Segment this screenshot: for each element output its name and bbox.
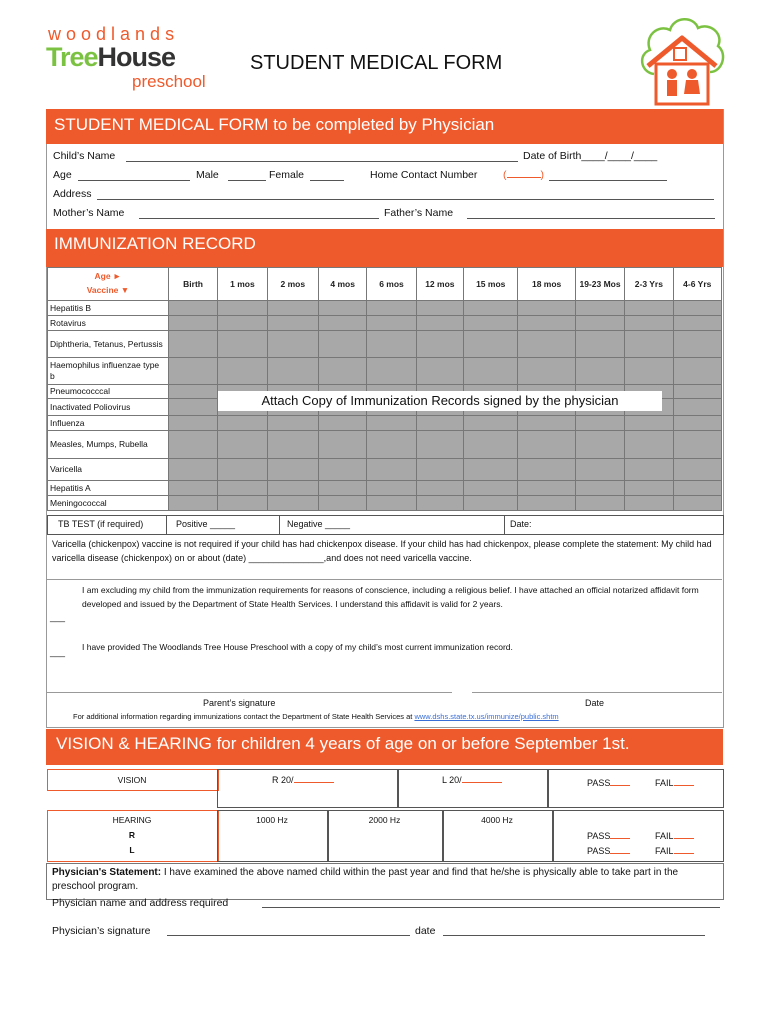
hearing-4000-label: 4000 Hz — [481, 815, 513, 825]
vision-r-label — [272, 775, 334, 785]
col-header: Birth — [168, 268, 217, 301]
hearing-r-fail[interactable] — [655, 831, 694, 841]
child-name-label: Child’s Name — [53, 150, 116, 162]
female-field[interactable] — [310, 180, 344, 181]
col-header: 2 mos — [267, 268, 318, 301]
divider — [47, 579, 722, 580]
section1-title: STUDENT MEDICAL FORM to be completed by Physician — [54, 115, 495, 134]
vaccine-name: Pneumococccal — [48, 385, 169, 399]
hearing-l-pass[interactable] — [587, 846, 630, 856]
hearing-l-fail[interactable] — [655, 846, 694, 856]
hearing-2000-label: 2000 Hz — [368, 815, 401, 825]
hearing-r-pass[interactable] — [587, 831, 630, 841]
hearing-r-fail-label: FAIL — [655, 831, 674, 841]
mother-name-label: Mother’s Name — [53, 207, 125, 219]
hearing-r-label: R — [128, 830, 136, 840]
col-header: 2-3 Yrs — [625, 268, 673, 301]
tb-date-cell[interactable] — [504, 515, 724, 535]
varicella-note: Varicella (chickenpox) vaccine is not required if your child has had chickenpox disease. If your child has had chickenpox, please complete the statement: My child had varicella disease (chickenpox) on or about (date) _______________,and does not need varicella vaccine. — [52, 539, 712, 563]
vision-pass[interactable] — [587, 778, 630, 788]
tb-negative: Negative _____ — [287, 519, 351, 529]
age-label: Age — [53, 169, 72, 181]
parent-signature-label: Parent’s signature — [203, 698, 276, 708]
vaccine-name: Rotavirus — [48, 316, 169, 331]
physician-name-label: Physician name and address required — [52, 897, 229, 909]
vision-pass-fail-cell — [547, 769, 724, 808]
male-field[interactable] — [228, 180, 266, 181]
child-name-field[interactable] — [126, 161, 518, 162]
col-header: 6 mos — [367, 268, 416, 301]
parent-signature-line[interactable] — [47, 692, 452, 693]
mother-name-field[interactable] — [139, 218, 379, 219]
vision-pass-label: PASS — [587, 778, 611, 788]
info-text-body: For additional information regarding immunizations contact the Department of State Health Services at — [73, 712, 413, 721]
father-name-label: Father’s Name — [384, 207, 454, 219]
vaccine-name: Diphtheria, Tetanus, Pertussis — [48, 331, 169, 358]
age-field[interactable] — [78, 180, 190, 181]
vision-label: VISION — [117, 775, 147, 785]
father-name-field[interactable] — [467, 218, 715, 219]
page-title: STUDENT MEDICAL FORM — [250, 52, 503, 74]
vaccine-name: Varicella — [48, 459, 169, 481]
col-header: 18 mos — [518, 268, 575, 301]
physician-statement — [52, 866, 717, 894]
vision-l-label — [442, 775, 502, 785]
age-vaccine-header — [48, 268, 169, 301]
col-header: 4-6 Yrs — [673, 268, 721, 301]
info-text — [73, 712, 559, 721]
house-logo-icon — [636, 14, 728, 108]
dob-label[interactable]: Date of Birth____/____/____ — [523, 150, 658, 162]
address-label: Address — [53, 188, 92, 200]
logo-house: House — [97, 42, 176, 72]
hearing-1000-label: 1000 Hz — [256, 815, 288, 825]
tb-positive: Positive _____ — [176, 519, 236, 529]
provided-blank[interactable]: ___ — [50, 647, 66, 657]
physician-name-field[interactable] — [262, 907, 720, 908]
vaccine-name: Hepatitis A — [48, 481, 169, 496]
tb-test-label: TB TEST (if required) — [58, 519, 144, 529]
hearing-l-fail-label: FAIL — [655, 846, 674, 856]
immunization-table — [47, 267, 722, 511]
col-header: 15 mos — [464, 268, 518, 301]
col-header: 1 mos — [218, 268, 267, 301]
date-signature-line[interactable] — [472, 692, 722, 693]
date-signature-label: Date — [585, 698, 605, 708]
vision-hearing-title: VISION & HEARING for children 4 years of age on or before September 1st. — [56, 734, 630, 753]
vision-r-prefix: R 20/ — [272, 775, 294, 785]
vaccine-name: Inactivated Poliovirus — [48, 399, 169, 416]
vaccine-name: Influenza — [48, 416, 169, 431]
vaccine-name: Haemophilus influenzae type b — [48, 358, 169, 385]
hearing-r-pass-label: PASS — [587, 831, 611, 841]
exclusion-blank[interactable]: ___ — [50, 612, 66, 622]
logo — [46, 24, 221, 94]
vaccine-header: Vaccine ▼ — [86, 285, 130, 295]
hearing-label: HEARING — [112, 815, 152, 825]
home-contact-area-code[interactable]: ( ) — [503, 169, 544, 181]
tb-date: Date: — [510, 519, 532, 529]
info-link[interactable]: www.dshs.state.tx.us/immunize/public.shtm — [414, 712, 559, 721]
physician-statement-bold: Physician's Statement: — [52, 867, 162, 878]
attach-note: Attach Copy of Immunization Records signed by the physician — [218, 391, 662, 411]
hearing-pass-fail-cell — [552, 810, 724, 862]
physician-signature-label: Physician’s signature — [52, 925, 151, 937]
col-header: 12 mos — [416, 268, 463, 301]
vaccine-name: Hepatitis B — [48, 301, 169, 316]
male-label: Male — [196, 169, 219, 181]
hearing-l-label: L — [129, 845, 135, 855]
hearing-l-pass-label: PASS — [587, 846, 611, 856]
provided-text: I have provided The Woodlands Tree House Preschool with a copy of my child’s most current immunization record. — [82, 642, 513, 652]
vaccine-name: Measles, Mumps, Rubella — [48, 431, 169, 459]
home-contact-label: Home Contact Number — [370, 169, 478, 181]
vision-fail[interactable] — [655, 778, 694, 788]
address-field[interactable] — [97, 199, 714, 200]
col-header: 19-23 Mos — [575, 268, 624, 301]
physician-signature-field[interactable] — [167, 935, 410, 936]
vaccine-name: Meningococcal — [48, 496, 169, 511]
home-contact-field[interactable] — [549, 180, 667, 181]
physician-date-label: date — [415, 925, 436, 937]
immunization-title: IMMUNIZATION RECORD — [54, 234, 256, 253]
physician-statement-text: I have examined the above named child within the past year and find that he/she is physically able to take part in the preschool program. — [52, 867, 679, 892]
female-label: Female — [269, 169, 305, 181]
physician-date-field[interactable] — [443, 935, 705, 936]
vision-l-prefix: L 20/ — [442, 775, 462, 785]
exclusion-text: I am excluding my child from the immunization requirements for reasons of conscience, including a religious belief. I have attached an official notarized affidavit form developed and issued by the Department of State Health Services. I understand this affidavit is valid for 2 years. — [82, 585, 699, 609]
logo-tree: Tree — [46, 42, 98, 72]
logo-line-preschool: preschool — [132, 72, 206, 91]
logo-line-treehouse — [46, 42, 175, 73]
age-header: Age ► — [94, 271, 122, 282]
col-header: 4 mos — [318, 268, 366, 301]
logo-line-woodlands: woodlands — [48, 24, 180, 44]
vision-fail-label: FAIL — [655, 778, 674, 788]
